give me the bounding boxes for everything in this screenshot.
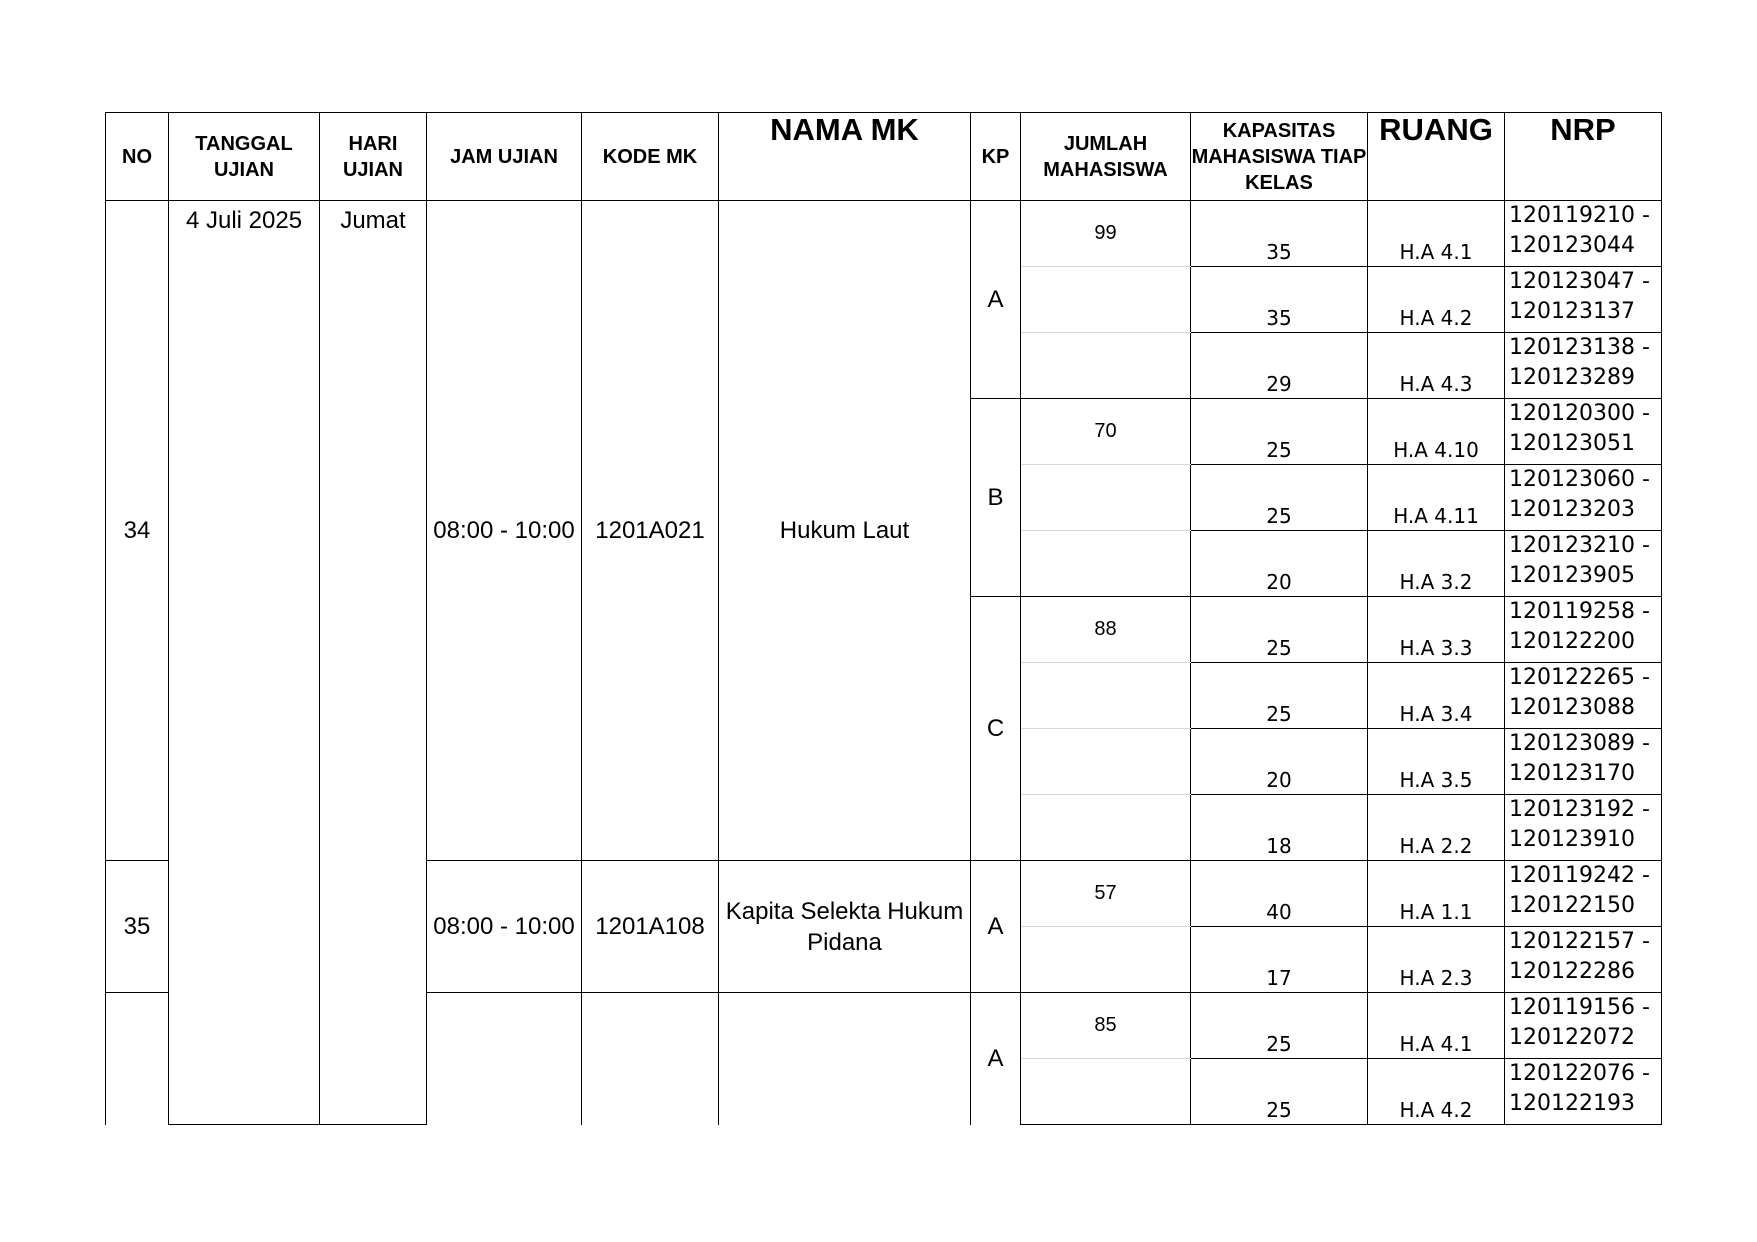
header-no: NO <box>106 113 169 201</box>
exam-date: 4 Juli 2025 <box>169 201 320 1125</box>
header-kapasitas: KAPASITAS MAHASISWA TIAP KELAS <box>1191 113 1368 201</box>
nrp-range: 120119210 - 120123044 <box>1505 201 1662 267</box>
table-row <box>106 201 1662 267</box>
room: H.A 2.3 <box>1368 927 1505 993</box>
student-count-cell <box>1021 1059 1191 1125</box>
student-count: 99 <box>1021 201 1191 267</box>
exam-time <box>427 993 582 1125</box>
nrp-range: 120122157 - 120122286 <box>1505 927 1662 993</box>
room: H.A 4.11 <box>1368 465 1505 531</box>
student-count-cell <box>1021 663 1191 729</box>
student-count: 88 <box>1021 597 1191 663</box>
room: H.A 4.1 <box>1368 201 1505 267</box>
student-count-cell <box>1021 927 1191 993</box>
kp-class: C <box>971 597 1021 861</box>
course-code: 1201A108 <box>582 861 719 993</box>
nrp-range: 120123089 - 120123170 <box>1505 729 1662 795</box>
room-capacity: 25 <box>1191 1059 1368 1125</box>
room-capacity: 18 <box>1191 795 1368 861</box>
room-capacity: 35 <box>1191 201 1368 267</box>
header-nama: NAMA MK <box>719 113 971 201</box>
room-capacity: 35 <box>1191 267 1368 333</box>
exam-time: 08:00 - 10:00 <box>427 201 582 861</box>
room-capacity: 25 <box>1191 993 1368 1059</box>
kp-class: B <box>971 399 1021 597</box>
nrp-range: 120119156 - 120122072 <box>1505 993 1662 1059</box>
room: H.A 4.2 <box>1368 1059 1505 1125</box>
student-count-cell <box>1021 465 1191 531</box>
header-jumlah: JUMLAH MAHASISWA <box>1021 113 1191 201</box>
nrp-range: 120123138 - 120123289 <box>1505 333 1662 399</box>
room-capacity: 17 <box>1191 927 1368 993</box>
room: H.A 3.2 <box>1368 531 1505 597</box>
nrp-range: 120120300 - 120123051 <box>1505 399 1662 465</box>
room: H.A 2.2 <box>1368 795 1505 861</box>
course-no <box>106 993 169 1125</box>
student-count-cell <box>1021 795 1191 861</box>
exam-schedule-table <box>105 112 1662 1125</box>
student-count-cell <box>1021 729 1191 795</box>
room-capacity: 25 <box>1191 597 1368 663</box>
course-code: 1201A021 <box>582 201 719 861</box>
kp-class: A <box>971 861 1021 993</box>
room-capacity: 20 <box>1191 729 1368 795</box>
header-kode: KODE MK <box>582 113 719 201</box>
student-count-cell <box>1021 531 1191 597</box>
room: H.A 3.4 <box>1368 663 1505 729</box>
student-count-cell <box>1021 267 1191 333</box>
kp-class: A <box>971 201 1021 399</box>
room: H.A 4.3 <box>1368 333 1505 399</box>
room: H.A 4.10 <box>1368 399 1505 465</box>
student-count: 70 <box>1021 399 1191 465</box>
nrp-range: 120119258 - 120122200 <box>1505 597 1662 663</box>
room-capacity: 25 <box>1191 663 1368 729</box>
nrp-range: 120123210 - 120123905 <box>1505 531 1662 597</box>
nrp-range: 120122265 - 120123088 <box>1505 663 1662 729</box>
room: H.A 1.1 <box>1368 861 1505 927</box>
course-name: Kapita Selekta Hukum Pidana <box>719 861 971 993</box>
exam-time: 08:00 - 10:00 <box>427 861 582 993</box>
room-capacity: 20 <box>1191 531 1368 597</box>
student-count: 57 <box>1021 861 1191 927</box>
nrp-range: 120123192 - 120123910 <box>1505 795 1662 861</box>
header-hari: HARI UJIAN <box>320 113 427 201</box>
course-code <box>582 993 719 1125</box>
course-name: Hukum Laut <box>719 201 971 861</box>
student-count-cell <box>1021 333 1191 399</box>
nrp-range: 120122076 - 120122193 <box>1505 1059 1662 1125</box>
header-jam: JAM UJIAN <box>427 113 582 201</box>
room: H.A 4.2 <box>1368 267 1505 333</box>
room-capacity: 29 <box>1191 333 1368 399</box>
kp-class: A <box>971 993 1021 1125</box>
header-nrp: NRP <box>1505 113 1662 201</box>
student-count: 85 <box>1021 993 1191 1059</box>
room: H.A 4.1 <box>1368 993 1505 1059</box>
nrp-range: 120119242 - 120122150 <box>1505 861 1662 927</box>
nrp-range: 120123047 - 120123137 <box>1505 267 1662 333</box>
room-capacity: 25 <box>1191 465 1368 531</box>
header-tanggal: TANGGAL UJIAN <box>169 113 320 201</box>
room: H.A 3.5 <box>1368 729 1505 795</box>
header-kp: KP <box>971 113 1021 201</box>
header-row <box>106 113 1662 201</box>
room-capacity: 40 <box>1191 861 1368 927</box>
course-name <box>719 993 971 1125</box>
nrp-range: 120123060 - 120123203 <box>1505 465 1662 531</box>
exam-schedule-sheet <box>105 112 1662 1125</box>
header-ruang: RUANG <box>1368 113 1505 201</box>
room-capacity: 25 <box>1191 399 1368 465</box>
room: H.A 3.3 <box>1368 597 1505 663</box>
course-no: 34 <box>106 201 169 861</box>
exam-day: Jumat <box>320 201 427 1125</box>
course-no: 35 <box>106 861 169 993</box>
